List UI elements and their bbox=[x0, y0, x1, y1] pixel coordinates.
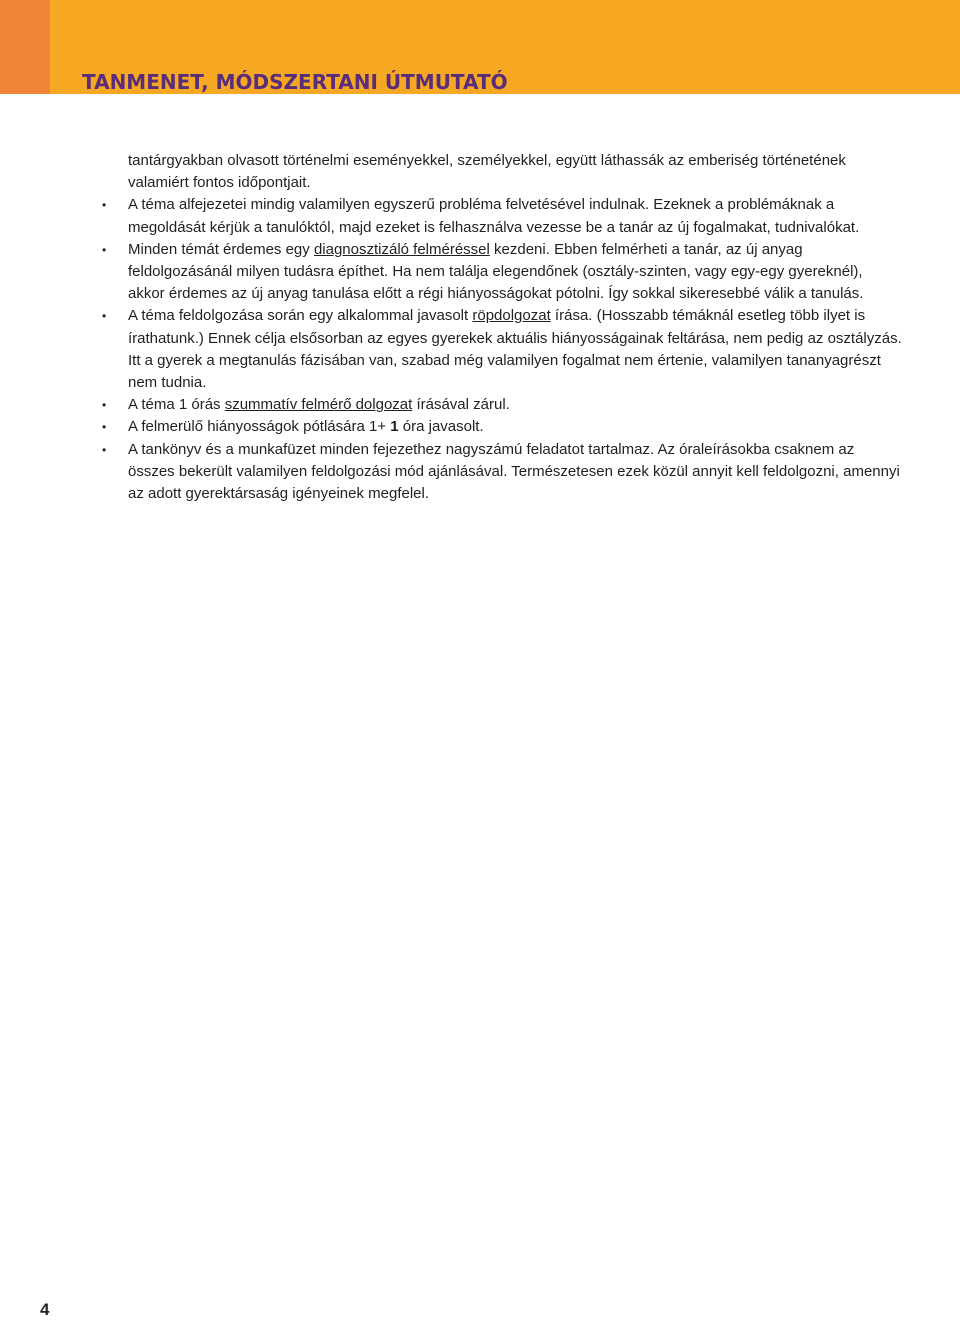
intro-text: tantárgyakban olvasott történelmi eseményekkel, személyekkel, együtt láthassák az emberiség történetének valamiért fontos időpontjait. bbox=[128, 152, 846, 192]
bullet-icon: • bbox=[102, 309, 107, 324]
list-item-text: A tankönyv és a munkafüzet minden fejezethez nagyszámú feladatot tartalmaz. Az óraleírásokba csaknem az összes bekerült valamilyen feldolgozási mód ajánlásával. Természetesen ezek közül annyit kell feldolgozni, amennyi az adott gyerektársaság igényeinek megfelel. bbox=[128, 440, 900, 503]
list-item-text: óra javasolt. bbox=[398, 418, 484, 436]
list-item-text: írásával zárul. bbox=[412, 396, 510, 414]
page-number: 4 bbox=[40, 1300, 50, 1319]
bullet-icon: • bbox=[102, 398, 107, 413]
list-item bbox=[102, 194, 902, 238]
list-item-text: Minden témát érdemes egy bbox=[128, 240, 314, 258]
page-title: TANMENET, MÓDSZERTANI ÚTMUTATÓ bbox=[82, 70, 508, 94]
list-item bbox=[102, 416, 902, 438]
body-text bbox=[102, 150, 902, 505]
list-item-text: A téma 1 órás bbox=[128, 396, 225, 414]
underlined-term: diagnosztizáló felméréssel bbox=[313, 240, 490, 258]
list-item bbox=[102, 305, 902, 394]
bullet-icon: • bbox=[102, 242, 107, 257]
header-accent-block bbox=[0, 0, 50, 94]
list-item bbox=[102, 239, 902, 306]
underlined-term: szummatív felmérő dolgozat bbox=[224, 396, 413, 414]
intro-paragraph bbox=[102, 150, 902, 194]
list-item bbox=[102, 439, 902, 506]
bold-number: 1 bbox=[390, 418, 399, 436]
underlined-term: röpdolgozat bbox=[472, 307, 551, 325]
list-item-text: írása. (Hosszabb témáknál esetleg több ilyet is írathatunk.) Ennek célja elsősorban az egyes gyerekek aktuális hiányosságainak feltárása, nem pedig az osztályzás. Itt a gyerek a megtanulás fázisában van, szabad még valamilyen fogalmat nem értenie, valamilyen tananyagrészt nem tudnia. bbox=[128, 307, 902, 392]
bullet-icon: • bbox=[102, 420, 107, 435]
list-item-text: A felmerülő hiányosságok pótlására 1+ bbox=[128, 418, 391, 436]
list-item bbox=[102, 394, 902, 416]
list-item-text: kezdeni. Ebben felmérheti a tanár, az új anyag feldolgozásánál milyen tudásra építhet. Ha nem találja elegendőnek (osztály-szinten, vagy egy-egy gyereknél), akkor érdemes az új anyag tanulása előtt a régi hiányosságokat pótolni. Így sokkal sikeresebbé válik a tanulás. bbox=[128, 240, 864, 303]
list-item-text: A téma alfejezetei mindig valamilyen egyszerű probléma felvetésével indulnak. Ezeknek a problémáknak a megoldását kérjük a tanulóktól, majd ezeket is felhasználva vezesse be a tanár az új fogalmakat, tudnivalókat. bbox=[128, 196, 860, 236]
bullet-icon: • bbox=[102, 442, 107, 457]
bullet-icon: • bbox=[102, 198, 107, 213]
list-item-text: A téma feldolgozása során egy alkalommal javasolt bbox=[128, 307, 473, 325]
